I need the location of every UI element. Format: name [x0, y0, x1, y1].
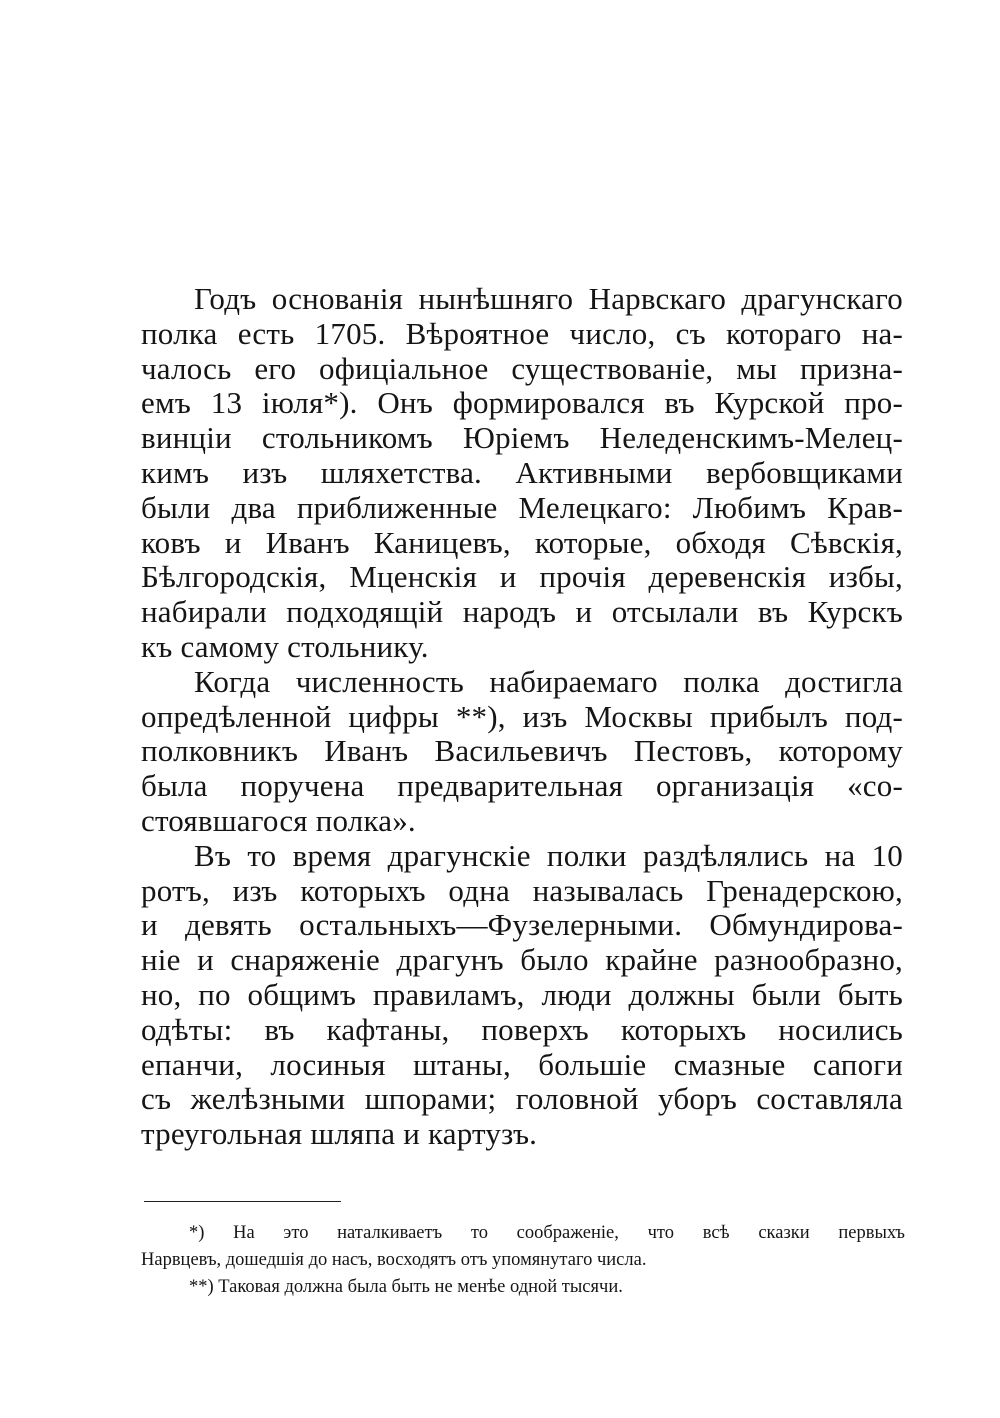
text-line: епанчи, лосиныя штаны, большіе смазные сапоги	[141, 1046, 903, 1082]
text-line: и девять остальныхъ—Фузелерными. Обмундирова-	[141, 907, 903, 943]
text-line: ніе и снаряженіе драгунъ было крайне разнообразно,	[141, 942, 903, 978]
text-line: треугольная шляпа и картузъ.	[141, 1116, 538, 1152]
text-line: Бѣлгородскія, Мценскія и прочія деревенскія избы,	[141, 559, 903, 595]
text-line: были два приближенные Мелецкаго: Любимъ Крав-	[141, 489, 903, 525]
footnote-line: **) Таковая должна была быть не менѣе одной тысячи.	[189, 1277, 623, 1297]
main-text	[141, 282, 903, 1152]
text-line: Годъ основанія нынѣшняго Нарвскаго драгунскаго	[194, 281, 903, 316]
text-line: набирали подходящій народъ и отсылали въ Курскъ	[141, 594, 903, 630]
text-line: полковникъ Иванъ Васильевичъ Пестовъ, которому	[141, 733, 903, 769]
footnote-line: Нарвцевъ, дошедшія до насъ, восходятъ отъ упомянутаго числа.	[141, 1250, 647, 1270]
text-line: одѣты: въ кафтаны, поверхъ которыхъ носились	[141, 1011, 903, 1047]
text-line: стоявшагося полка».	[141, 802, 416, 838]
footnotes	[141, 1220, 905, 1301]
text-line: къ самому стольнику.	[141, 628, 429, 664]
footnote-line: *) На это наталкиваетъ то соображеніе, что всѣ сказки первыхъ	[189, 1223, 905, 1243]
text-line: полка есть 1705. Вѣроятное число, съ котораго на-	[141, 315, 903, 351]
text-line: Когда численность набираемаго полка достигла	[194, 663, 903, 699]
text-line: Въ то время драгунскіе полки раздѣлялись на 10	[194, 837, 903, 873]
text-line: емъ 13 іюля*). Онъ формировался въ Курской про-	[141, 385, 903, 421]
text-line: кимъ изъ шляхетства. Активными вербовщиками	[141, 454, 903, 490]
text-line: ковъ и Иванъ Каницевъ, которые, обходя Сѣвскія,	[141, 524, 903, 560]
text-line: но, по общимъ правиламъ, люди должны были быть	[141, 976, 903, 1012]
text-line: винціи стольникомъ Юріемъ Неледенскимъ-Мелец-	[141, 420, 903, 456]
text-line: съ желѣзными шпорами; головной уборъ составляла	[141, 1081, 903, 1117]
text-line: чалось его офиціальное существованіе, мы призна-	[141, 350, 903, 386]
text-line: ротъ, изъ которыхъ одна называлась Гренадерскою,	[141, 872, 903, 908]
text-line: опредѣленной цифры **), изъ Москвы прибылъ под-	[141, 698, 903, 734]
footnote-divider	[144, 1201, 341, 1202]
text-line: была поручена предварительная организація «со-	[141, 768, 903, 804]
